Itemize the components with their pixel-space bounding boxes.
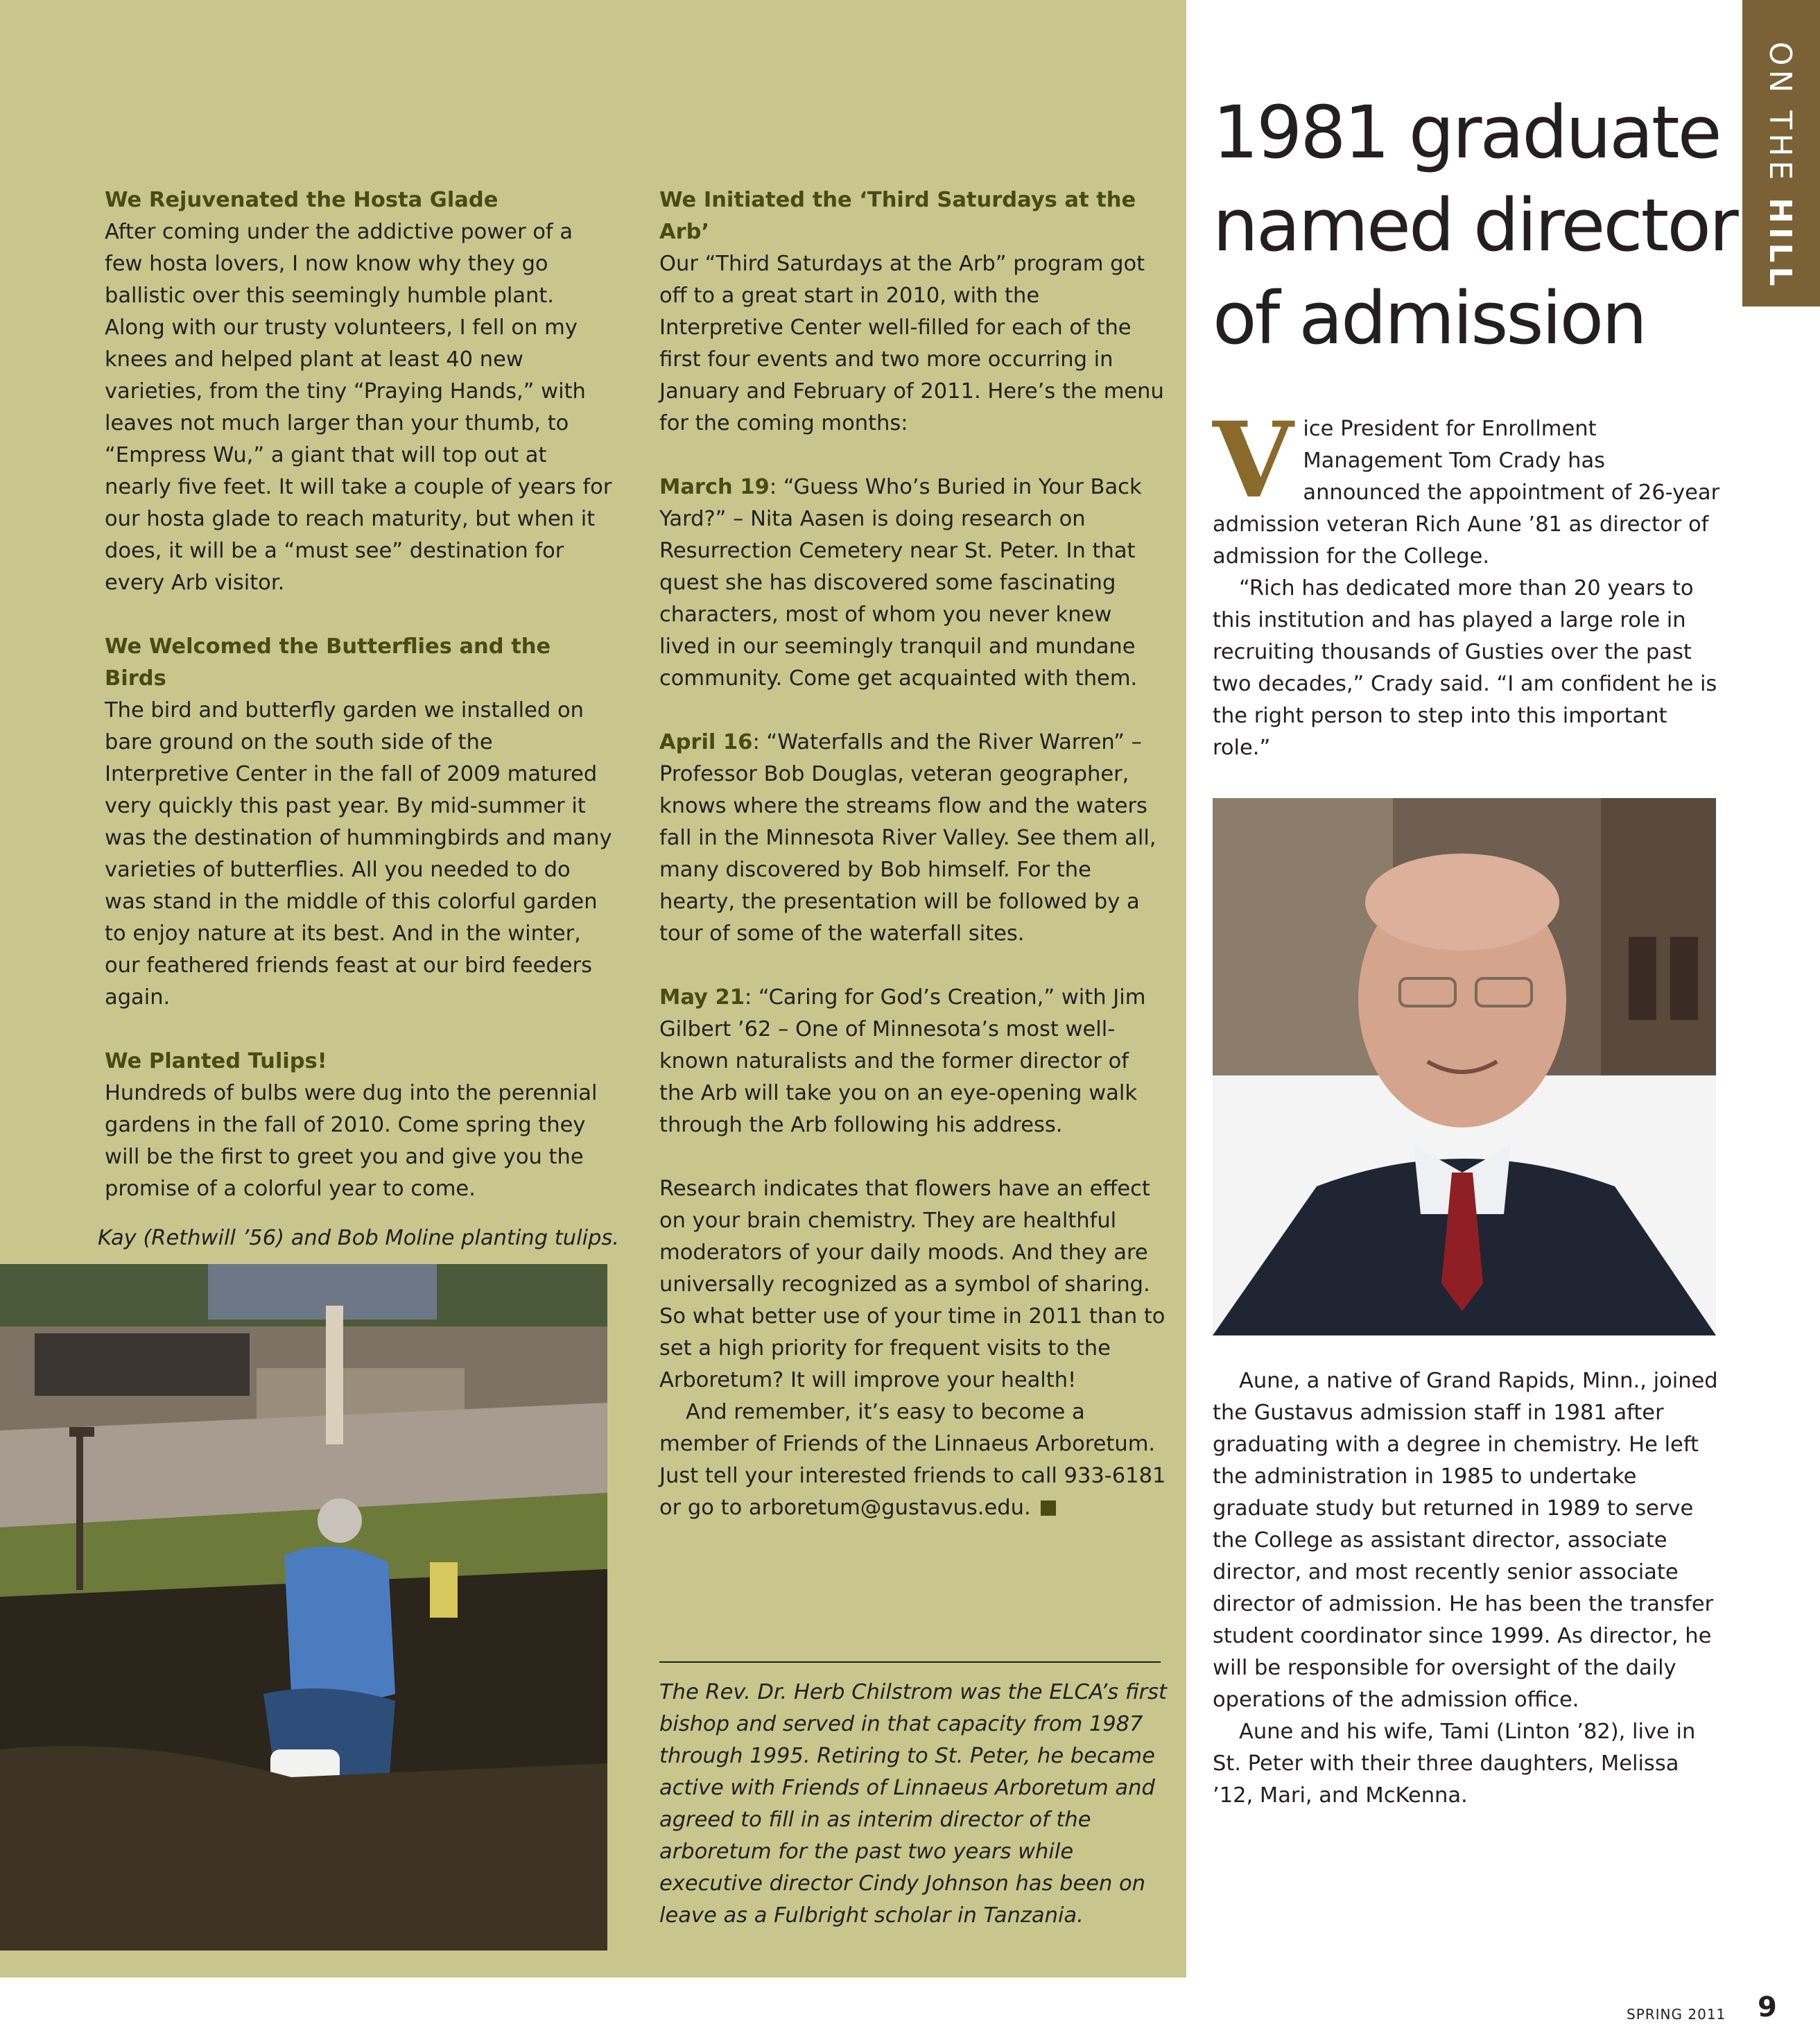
closing-paragraph-membership: And remember, it’s easy to become a member of Friends of the Linnaeus Arboretum. Just tell your interested friends to call 933-6181 or go to arboretum@gustavus.edu. [659,1400,1166,1520]
event-may: May 21: “Caring for God’s Creation,” with Jim Gilbert ’62 – One of Minnesota’s most well-known naturalists and the former director of the Arb will take you on an eye-opening walk through the Arb following his address. [659,985,1146,1137]
page-number: 9 [1758,1991,1777,2023]
end-of-article-icon [1041,1500,1056,1516]
section-tab-label: ON THE HILL [1762,42,1798,291]
divider-rule [659,1661,1161,1663]
article-body-column [1213,1365,1722,1812]
article-paragraph-family: Aune and his wife, Tami (Linton ’82), live in St. Peter with their three daughters, Melissa ’12, Mari, and McKenna. [1213,1720,1696,1808]
tulips-body: Hundreds of bulbs were dug into the perennial gardens in the fall of 2010. Come spring they will be the first to greet you and give you the promise of a colorful year to come. [105,1081,598,1201]
tulips-heading: We Planted Tulips! [105,1049,327,1073]
footer-issue: SPRING 2011 [1627,2006,1726,2023]
column-two [659,184,1169,1524]
article-headline: 1981 graduate named director of admission [1213,90,1737,361]
tulip-photo-caption: Kay (Rethwill ’56) and Bob Moline planting tulips. [98,1226,619,1250]
hosta-body: After coming under the addictive power of a few hosta lovers, I now know why they go ballistic over this seemingly humble plant. Along with our trusty volunteers, I fell on my knees and helped plant at least 40 new varieties, from the tiny “Praying Hands,” with leaves not much larger than your thumb, to “Empress Wu,” a giant that will top out at nearly five feet. It will take a couple of years for our hosta glade to reach maturity, but when it does, it will be a “must see” destination for every Arb visitor. [105,220,612,595]
dropcap: V [1213,399,1294,521]
closing-paragraph-research: Research indicates that flowers have an effect on your brain chemistry. They are healthful moderators of your daily moods. And they are universally recognized as a symbol of sharing. So what better use of your time in 2011 than to set a high priority for frequent visits to the Arboretum? It will improve your health! [659,1177,1165,1392]
third-saturdays-intro: Our “Third Saturdays at the Arb” program got off to a great start in 2010, with the Interpretive Center well-filled for each of the first four events and two more occurring in January and February of 2011. Here’s the menu for the coming months: [659,252,1164,435]
third-saturdays-heading: We Initiated the ‘Third Saturdays at the Arb’ [659,188,1136,244]
rich-aune-portrait [1213,798,1716,1335]
tulip-planting-photo [0,1264,607,1951]
event-april: April 16: “Waterfalls and the River Warren” – Professor Bob Douglas, veteran geographer, knows where the streams flow and the waters fall in the Minnesota River Valley. See them all, many discovered by Bob himself. For the hearty, the presentation will be followed by a tour of some of the waterfall sites. [659,730,1156,946]
article-paragraph-background: Aune, a native of Grand Rapids, Minn., joined the Gustavus admission staff in 1981 after graduating with a degree in chemistry. He left the administration in 1985 to undertake graduate study but returned in 1989 to serve the College as assistant director, associate director, and most recently senior associate director of admission. He has been the transfer student coordinator since 1999. As director, he will be responsible for oversight of the daily operations of the admission office. [1213,1369,1718,1712]
article-lead: Vice President for Enrollment Management Tom Crady has announced the appointment of 26-year admission veteran Rich Aune ’81 as director of admission for the College. [1213,399,1720,569]
event-march: March 19: “Guess Who’s Buried in Your Back Yard?” – Nita Aasen is doing research on Resurrection Cemetery near St. Peter. In that quest she has discovered some fascinating characters, most of whom you never knew lived in our seemingly tranquil and mundane community. Come get acquainted with them. [659,475,1142,691]
author-bio: The Rev. Dr. Herb Chilstrom was the ELCA’s first bishop and served in that capacity from 1987 through 1995. Retiring to St. Peter, he became active with Friends of Linnaeus Arboretum and agreed to fill in as interim director of the arboretum for the past two years while executive director Cindy Johnson has been on leave as a Fulbright scholar in Tanzania. [659,1680,1167,1928]
butterflies-heading: We Welcomed the Butterflies and the Birds [105,634,551,691]
butterflies-body: The bird and butterfly garden we installed on bare ground on the south side of the Interpretive Center in the fall of 2009 matured very quickly this past year. By mid-summer it was the destination of hummingbirds and many varieties of butterflies. All you needed to do was stand in the middle of this colorful garden to enjoy nature at its best. And in the winter, our feathered friends feast at our bird feeders again. [105,698,612,1010]
article-quote: “Rich has dedicated more than 20 years to this institution and has played a large role in recruiting thousands of Gusties over the past two decades,” Crady said. “I am confident he is the right person to step into this important role.” [1213,576,1717,760]
column-one [105,184,614,1205]
hosta-heading: We Rejuvenated the Hosta Glade [105,188,499,212]
article-lead-column [1213,399,1722,764]
